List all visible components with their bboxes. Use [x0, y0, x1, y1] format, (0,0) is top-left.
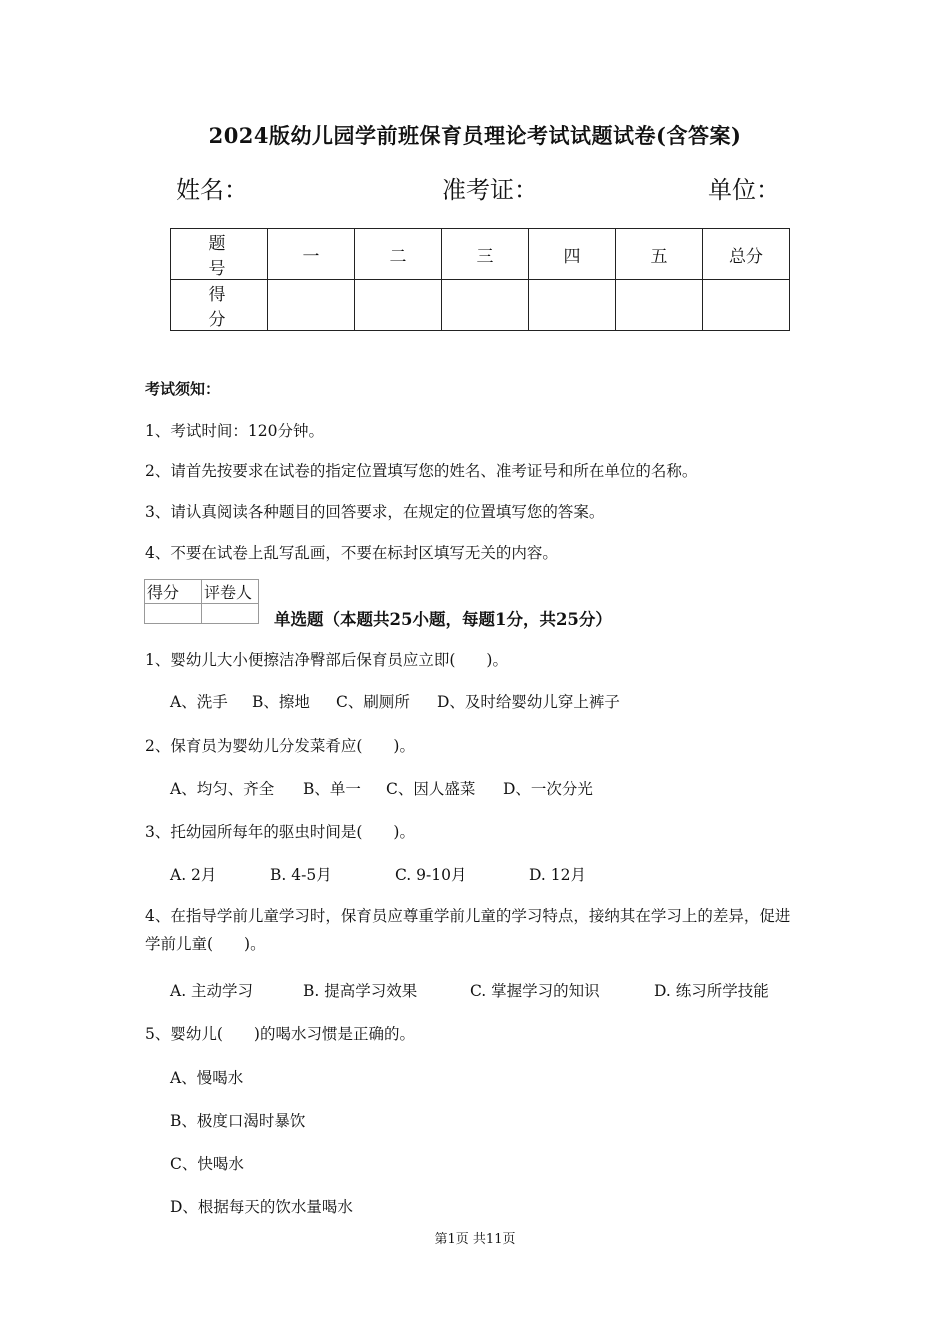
answer-option[interactable]: D、及时给婴幼儿穿上裤子 — [437, 693, 620, 711]
answer-option[interactable]: D. 12月 — [529, 866, 586, 884]
answer-option[interactable]: C、刷厕所 — [336, 693, 410, 711]
notice-title: 考试须知： — [145, 380, 221, 398]
score-table-header-cell: 一 — [268, 229, 355, 280]
answer-option[interactable]: D、一次分光 — [503, 780, 593, 798]
answer-option[interactable]: A. 主动学习 — [170, 982, 254, 1000]
score-cell[interactable] — [442, 280, 529, 331]
exam-number-field-label: 准考证： — [442, 176, 538, 204]
answer-option[interactable]: D、根据每天的饮水量喝水 — [170, 1198, 353, 1216]
score-table-header-cell: 五 — [616, 229, 703, 280]
score-row-label: 得 分 — [171, 280, 268, 331]
answer-option[interactable]: B、单一 — [303, 780, 361, 798]
answer-option[interactable]: B. 提高学习效果 — [303, 982, 418, 1000]
answer-option[interactable]: C、因人盛菜 — [386, 780, 476, 798]
answer-option[interactable]: A、均匀、齐全 — [170, 780, 275, 798]
answer-option[interactable]: A. 2月 — [170, 866, 217, 884]
question-text: 4、在指导学前儿童学习时，保育员应尊重学前儿童的学习特点，接纳其在学习上的差异，促进学前儿童( )。 — [145, 907, 791, 953]
question-text: 1、婴幼儿大小便擦洁净臀部后保育员应立即( )。 — [145, 651, 508, 669]
score-cell[interactable] — [529, 280, 616, 331]
answer-option[interactable]: A、慢喝水 — [170, 1069, 244, 1087]
answer-option[interactable]: A、洗手 — [170, 693, 228, 711]
score-table — [170, 228, 790, 331]
question-text: 5、婴幼儿( )的喝水习惯是正确的。 — [145, 1025, 415, 1043]
candidate-fields — [176, 170, 780, 204]
grader-score-cell[interactable] — [145, 604, 202, 624]
name-field-label: 姓名： — [176, 176, 248, 204]
answer-option[interactable]: C. 掌握学习的知识 — [470, 982, 600, 1000]
score-table-header-cell: 四 — [529, 229, 616, 280]
question-text: 2、保育员为婴幼儿分发菜肴应( )。 — [145, 737, 415, 755]
score-table-header-cell: 总分 — [703, 229, 790, 280]
score-table-header-cell: 二 — [355, 229, 442, 280]
grader-box — [144, 579, 259, 624]
notice-item: 1、考试时间：120分钟。 — [145, 422, 324, 440]
page-footer: 第1页 共11页 — [434, 1232, 516, 1247]
grader-reviewer-cell[interactable] — [202, 604, 259, 624]
answer-option[interactable]: C、快喝水 — [170, 1155, 244, 1173]
section-heading: 单选题（本题共25小题，每题1分，共25分） — [274, 610, 612, 629]
answer-option[interactable]: B、极度口渴时暴饮 — [170, 1112, 306, 1130]
score-table-header-cell: 三 — [442, 229, 529, 280]
page-title: 2024版幼儿园学前班保育员理论考试试题试卷(含答案) — [208, 123, 742, 148]
notice-item: 2、请首先按要求在试卷的指定位置填写您的姓名、准考证号和所在单位的名称。 — [145, 462, 698, 480]
notice-item: 3、请认真阅读各种题目的回答要求，在规定的位置填写您的答案。 — [145, 503, 605, 521]
score-cell[interactable] — [268, 280, 355, 331]
score-cell[interactable] — [355, 280, 442, 331]
grader-score-label: 得分 — [145, 580, 202, 604]
score-cell[interactable] — [616, 280, 703, 331]
answer-option[interactable]: B、擦地 — [252, 693, 310, 711]
score-cell[interactable] — [703, 280, 790, 331]
score-table-header-row — [171, 229, 790, 280]
answer-option[interactable]: B. 4-5月 — [270, 866, 332, 884]
question-text: 3、托幼园所每年的驱虫时间是( )。 — [145, 823, 415, 841]
score-table-header-cell: 题 号 — [171, 229, 268, 280]
answer-option[interactable]: D. 练习所学技能 — [654, 982, 769, 1000]
answer-option[interactable]: C. 9-10月 — [395, 866, 467, 884]
grader-reviewer-label: 评卷人 — [202, 580, 259, 604]
score-table-score-row — [171, 280, 790, 331]
notice-item: 4、不要在试卷上乱写乱画，不要在标封区填写无关的内容。 — [145, 544, 558, 562]
unit-field-label: 单位： — [708, 176, 780, 204]
